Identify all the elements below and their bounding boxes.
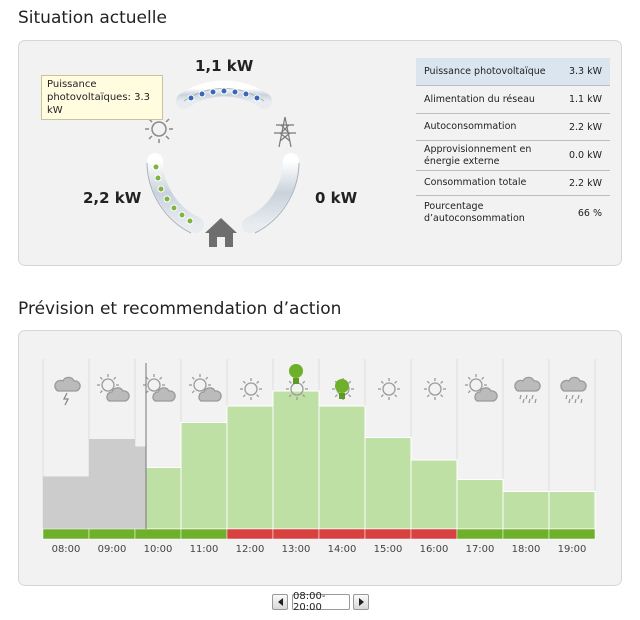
forecast-bar — [319, 406, 365, 529]
table-row: Autoconsommation 2.2 kW — [416, 114, 610, 141]
pv-power-tooltip: Puissance photovoltaïques: 3.3 kW — [41, 75, 163, 120]
table-row: Alimentation du réseau 1.1 kW — [416, 86, 610, 114]
status-segment — [411, 529, 457, 539]
recommendation-bulb-icon — [335, 379, 349, 399]
sun-icon — [378, 378, 400, 400]
recommendation-bulb-icon — [289, 364, 303, 384]
sun-cloud-icon — [465, 374, 497, 401]
sun-cloud-icon — [97, 374, 129, 401]
forecast-bar — [503, 492, 549, 530]
tick-label: 18:00 — [511, 544, 541, 555]
tick-label: 17:00 — [465, 544, 495, 555]
house-icon — [205, 218, 237, 247]
status-segment — [89, 529, 135, 539]
power-pylon-icon — [274, 117, 296, 147]
table-row: Approvisionnement en énergie externe 0.0 kW — [416, 141, 610, 171]
page-title-current: Situation actuelle — [18, 8, 167, 28]
thunderstorm-icon — [55, 377, 80, 405]
status-segment — [227, 529, 273, 539]
forecast-bar — [411, 460, 457, 529]
table-row: Pourcentage d’autoconsommation 66 % — [424, 201, 602, 224]
forecast-chart — [19, 331, 621, 585]
past-bar — [43, 477, 89, 530]
table-row: Consommation totale 2.2 kW — [416, 171, 610, 196]
chevron-right-icon — [359, 598, 364, 606]
pv-to-grid-value: 1,1 kW — [195, 57, 254, 75]
current-situation-panel — [18, 40, 622, 266]
forecast-bar — [457, 480, 503, 530]
status-segment — [319, 529, 365, 539]
tick-label: 11:00 — [189, 544, 219, 555]
status-segment — [503, 529, 549, 539]
forecast-bar — [227, 406, 273, 529]
tick-label: 13:00 — [281, 544, 311, 555]
sun-icon — [240, 378, 262, 400]
page-title-forecast: Prévision et recommendation d’action — [18, 299, 342, 319]
tick-label: 19:00 — [557, 544, 587, 555]
forecast-bar — [273, 391, 319, 529]
status-segment — [365, 529, 411, 539]
status-segment — [457, 529, 503, 539]
tick-label: 08:00 — [51, 544, 81, 555]
tick-label: 10:00 — [143, 544, 173, 555]
status-segment — [43, 529, 89, 539]
tick-label: 14:00 — [327, 544, 357, 555]
tick-label: 15:00 — [373, 544, 403, 555]
previous-range-button[interactable] — [272, 594, 288, 610]
rain-icon — [561, 377, 586, 403]
past-bar — [135, 447, 146, 530]
forecast-bar — [181, 423, 227, 530]
next-range-button[interactable] — [353, 594, 369, 610]
sun-icon — [424, 378, 446, 400]
table-row: Puissance photovoltaïque 3.3 kW — [416, 58, 610, 86]
tick-label: 16:00 — [419, 544, 449, 555]
chevron-left-icon — [278, 598, 283, 606]
time-range-display: 08:00-20:00 — [292, 594, 350, 610]
forecast-bar — [365, 438, 411, 530]
grid-to-home-arc — [250, 161, 291, 225]
rain-icon — [515, 377, 540, 403]
forecast-bar — [146, 468, 181, 530]
forecast-panel — [18, 330, 622, 586]
self-consumption-value: 2,2 kW — [83, 189, 142, 207]
power-summary-table — [416, 58, 610, 230]
tick-label: 12:00 — [235, 544, 265, 555]
status-segment — [273, 529, 319, 539]
tick-label: 09:00 — [97, 544, 127, 555]
past-bar — [89, 439, 135, 529]
sun-cloud-icon — [189, 374, 221, 401]
status-segment — [549, 529, 595, 539]
status-segment — [181, 529, 227, 539]
forecast-bar — [549, 492, 595, 530]
sun-cloud-icon — [143, 374, 175, 401]
status-segment — [135, 529, 181, 539]
pv-to-home-arc — [155, 161, 196, 225]
grid-import-value: 0 kW — [315, 189, 358, 207]
